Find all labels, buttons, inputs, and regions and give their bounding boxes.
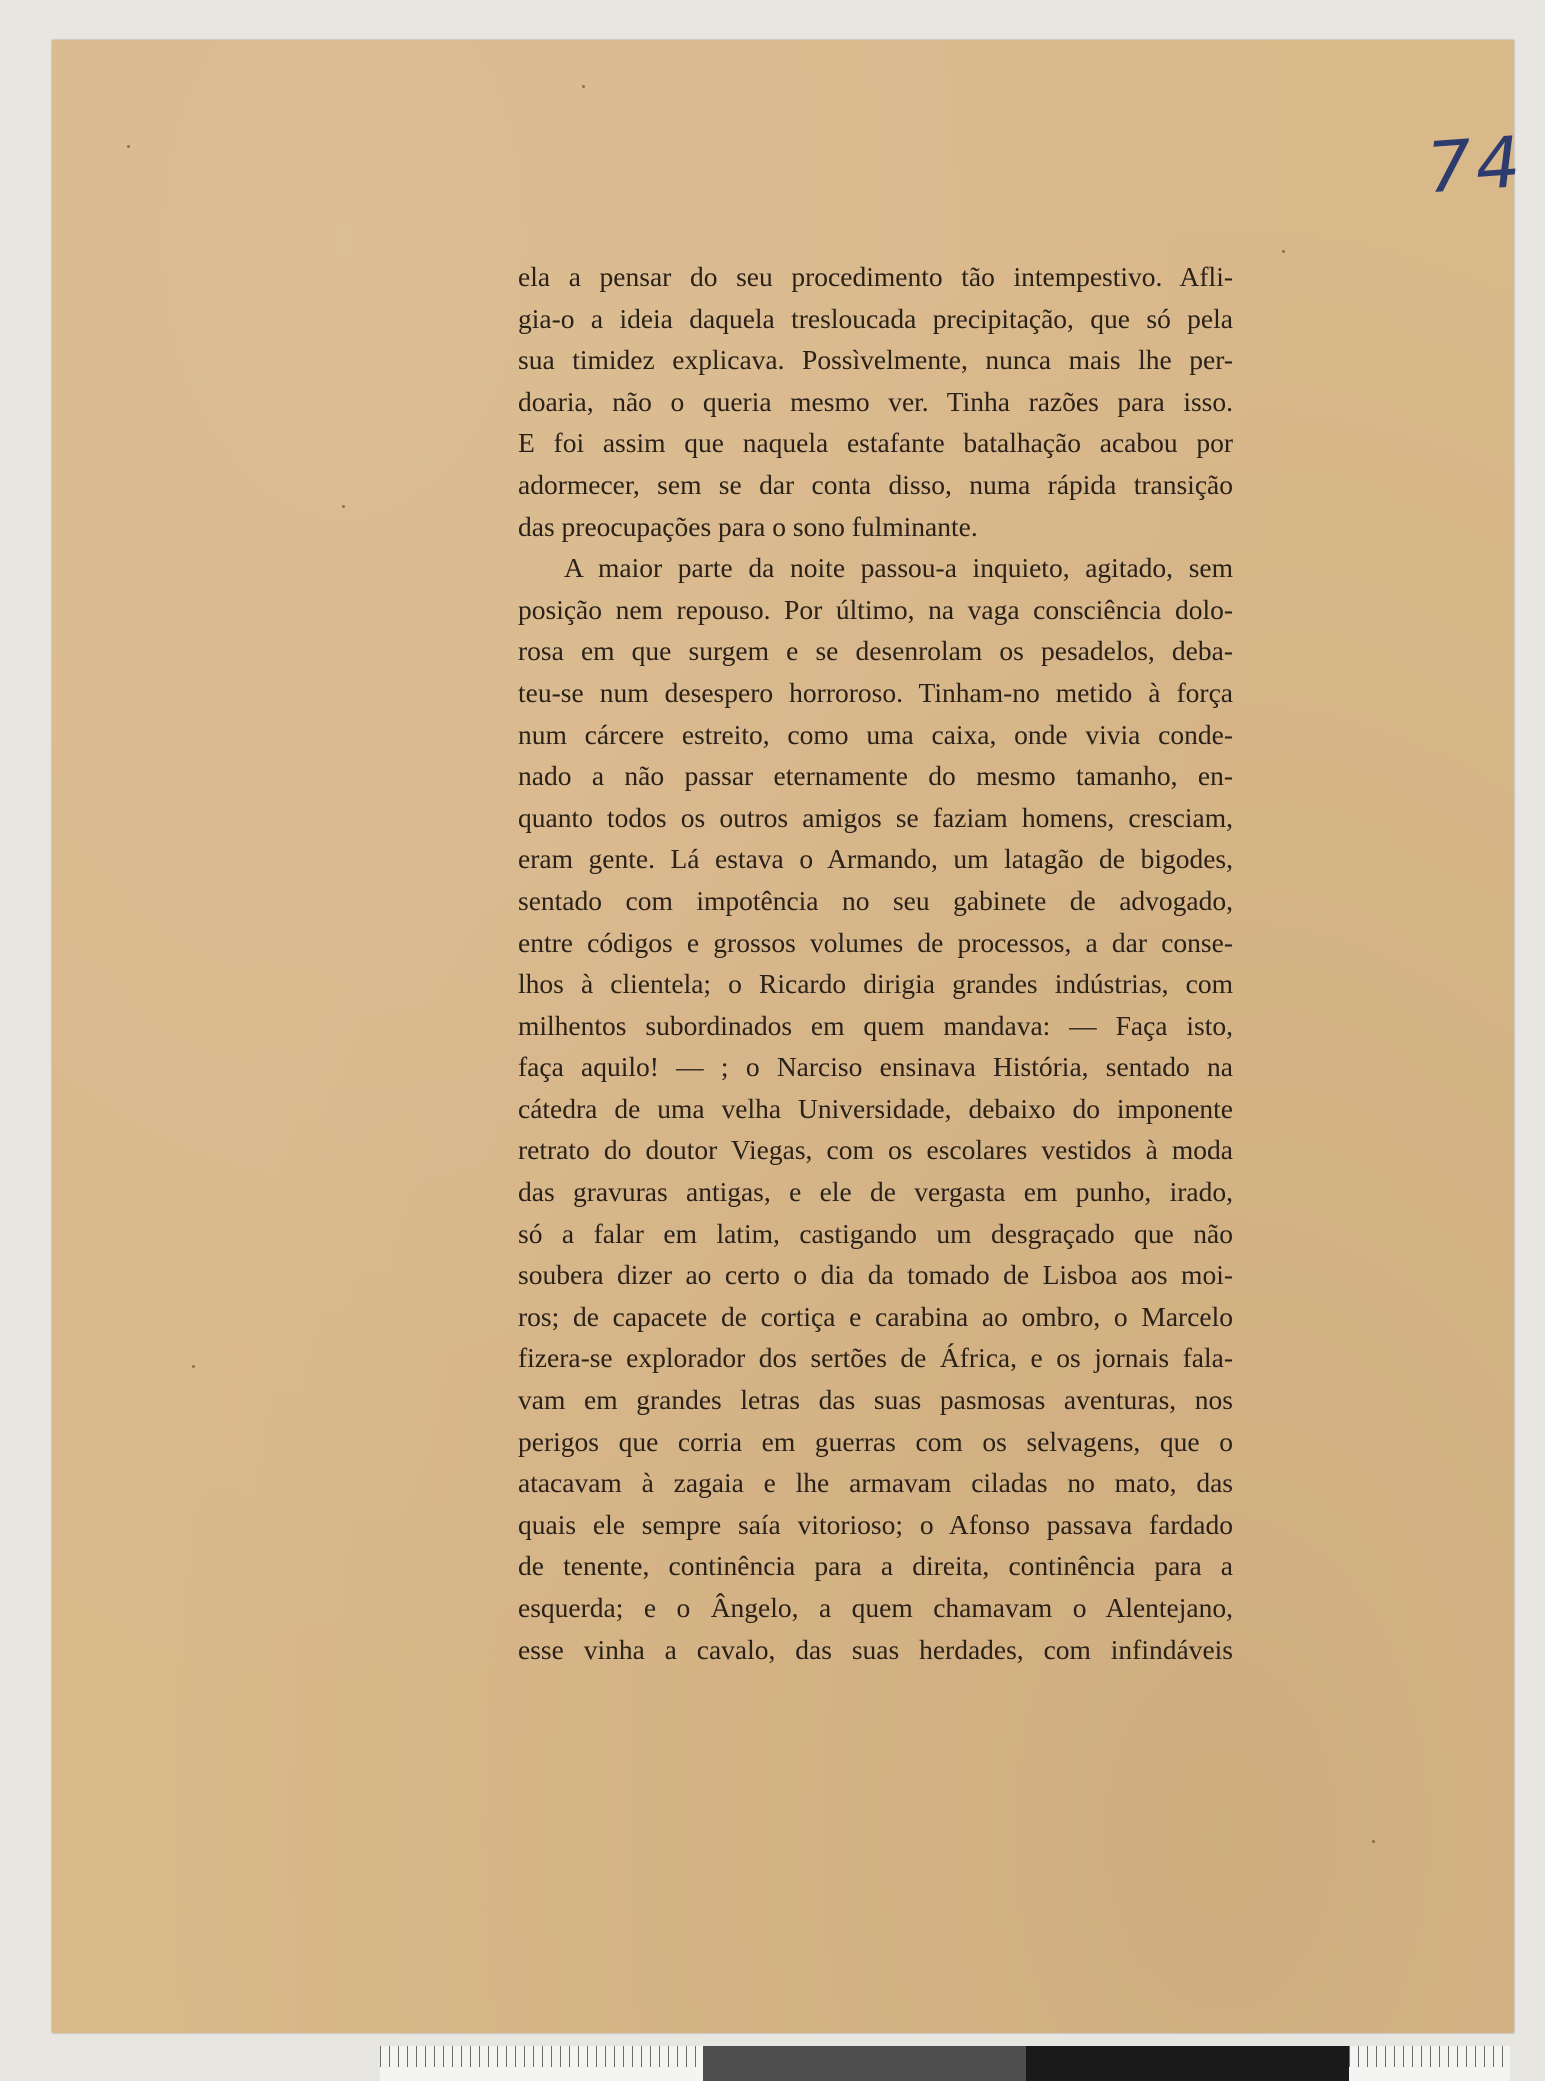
scale-ruler-light: [1349, 2046, 1510, 2081]
text-line: num cárcere estreito, como uma caixa, onde vivia conde-: [518, 718, 1233, 750]
scale-swatch-black: [1026, 2046, 1349, 2081]
text-line: sua timidez explicava. Possìvelmente, nunca mais lhe per-: [518, 344, 1233, 376]
text-line-paragraph-end: das preocupações para o sono fulminante.: [518, 510, 978, 542]
text-line: entre códigos e grossos volumes de processos, a dar conse-: [518, 926, 1233, 958]
text-line: esse vinha a cavalo, das suas herdades, com infindáveis: [518, 1633, 1233, 1665]
text-line: só a falar em latim, castigando um desgraçado que não: [518, 1217, 1233, 1249]
paper-speck: [1372, 1840, 1375, 1843]
text-line: esquerda; e o Ângelo, a quem chamavam o Alentejano,: [518, 1592, 1233, 1623]
text-line: perigos que corria em guerras com os selvagens, que o: [518, 1425, 1233, 1457]
text-line: vam em grandes letras das suas pasmosas aventuras, nos: [518, 1384, 1233, 1416]
text-line: posição nem repouso. Por último, na vaga consciência dolo-: [518, 593, 1233, 625]
text-line: soubera dizer ao certo o dia da tomado de Lisboa aos moi-: [518, 1259, 1233, 1291]
text-line: teu-se num desespero horroroso. Tinham-no metido à força: [518, 676, 1233, 708]
text-line: atacavam à zagaia e lhe armavam ciladas no mato, das: [518, 1467, 1233, 1499]
text-line: sentado com impotência no seu gabinete de advogado,: [518, 884, 1233, 916]
body-text: [518, 256, 1233, 1670]
text-line: eram gente. Lá estava o Armando, um latagão de bigodes,: [518, 843, 1233, 875]
paper-speck: [192, 1365, 195, 1368]
text-line-paragraph-start: A maior parte da noite passou-a inquieto, agitado, sem: [564, 552, 1233, 584]
text-line: de tenente, continência para a direita, continência para a: [518, 1550, 1233, 1582]
paper-speck: [342, 505, 345, 508]
text-line: quanto todos os outros amigos se faziam homens, cresciam,: [518, 801, 1233, 833]
text-line: gia-o a ideia daquela tresloucada precipitação, que só pela: [518, 302, 1233, 334]
text-line: retrato do doutor Viegas, com os escolares vestidos à moda: [518, 1134, 1233, 1166]
text-line: quais ele sempre saía vitorioso; o Afonso passava fardado: [518, 1508, 1233, 1540]
document-page: [52, 40, 1527, 2033]
scale-swatch-gray: [703, 2046, 1026, 2081]
text-line: rosa em que surgem e se desenrolam os pesadelos, deba-: [518, 635, 1233, 667]
text-line: adormecer, sem se dar conta disso, numa rápida transição: [518, 468, 1233, 500]
text-line: cátedra de uma velha Universidade, debaixo do imponente: [518, 1092, 1233, 1124]
text-line: faça aquilo! — ; o Narciso ensinava História, sentado na: [518, 1051, 1233, 1083]
text-line: lhos à clientela; o Ricardo dirigia grandes indústrias, com: [518, 968, 1233, 1000]
color-scale-bar: [380, 2046, 1510, 2081]
scale-ruler-light: [380, 2046, 703, 2081]
handwritten-page-number: 74: [1424, 120, 1527, 210]
paper-speck: [582, 85, 585, 88]
text-line: das gravuras antigas, e ele de vergasta em punho, irado,: [518, 1176, 1233, 1208]
paper-speck: [127, 145, 130, 148]
text-line: nado a não passar eternamente do mesmo tamanho, en-: [518, 760, 1233, 792]
text-line: milhentos subordinados em quem mandava: — Faça isto,: [518, 1009, 1233, 1041]
text-line: fizera-se explorador dos sertões de África, e os jornais fala-: [518, 1342, 1233, 1374]
text-line: doaria, não o queria mesmo ver. Tinha razões para isso.: [518, 385, 1233, 417]
text-line: ela a pensar do seu procedimento tão intempestivo. Afli-: [518, 261, 1233, 292]
text-line: E foi assim que naquela estafante batalhação acabou por: [518, 427, 1233, 459]
text-line: ros; de capacete de cortiça e carabina ao ombro, o Marcelo: [518, 1300, 1233, 1332]
paper-speck: [1282, 250, 1285, 253]
